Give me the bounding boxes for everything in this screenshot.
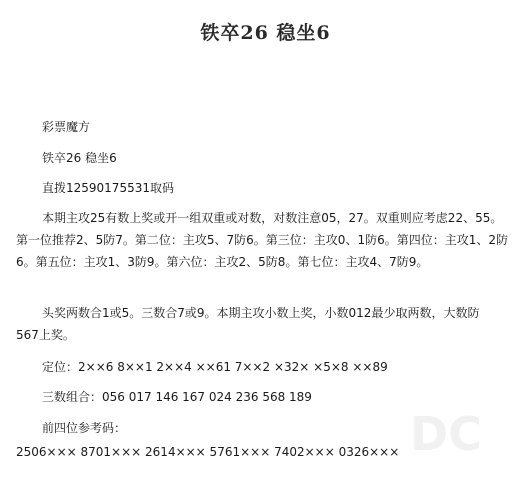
svg-text:DC: DC [410,407,482,460]
subtitle-line: 铁卒26 稳坐6 [42,151,117,165]
head-tail-paragraph: 头奖两数合1或5。三数合7或9。本期主攻小数上奖，小数012最少取两数，大数防567上奖。 [16,306,480,342]
position-line: 定位：2××6 8××1 2××4 ××61 7××2 ×32× ×5×8 ××89 [42,360,388,374]
watermark-logo [405,400,525,460]
source-line: 彩票魔方 [42,120,91,134]
three-combo-line: 三数组合：056 017 146 167 024 236 568 189 [42,390,312,404]
analysis-paragraph: 本期主攻25有数上奖或开一组双重或对数，对数注意05，27。双重则应考虑22、55。第一位推荐2、5防7。第二位：主攻5、7防6。第三位：主攻0、1防6。第四位：主攻1、2防6。第五位：主攻1、3防9。第六位：主攻2、5防8。第七位：主攻4、7防9。 [16,211,508,269]
reference-codes-line: 2506××× 8701××× 2614××× 5761××× 7402××× 0326××× [16,445,400,459]
reference-label: 前四位参考码： [42,421,127,435]
dial-line: 直拨12590175531取码 [42,181,174,195]
page-title: 铁卒26 稳坐6 [200,22,331,44]
